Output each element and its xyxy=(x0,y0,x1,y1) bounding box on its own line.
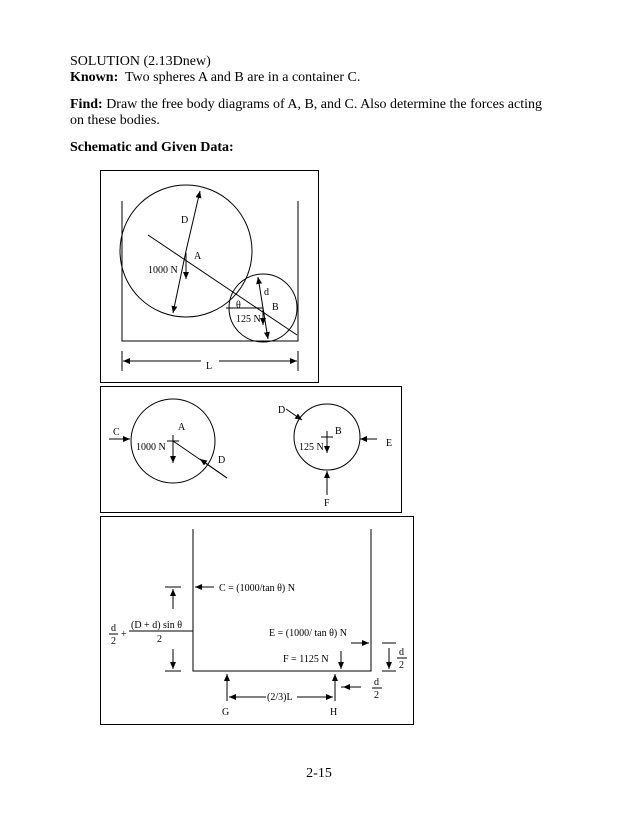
weight-a-label: 1000 N xyxy=(148,265,178,276)
right-d-num: d xyxy=(399,647,404,658)
fbd-container-figure xyxy=(100,516,414,725)
solution-title: SOLUTION (2.13Dnew) xyxy=(70,54,211,69)
expr-d-num: d xyxy=(111,623,116,634)
fbd-label-d-b: D xyxy=(278,405,286,416)
known-label: Known: xyxy=(70,70,119,85)
force-d-on-b-arrow xyxy=(286,409,302,420)
label-g: G xyxy=(222,707,230,718)
label-d-large: D xyxy=(181,215,189,226)
expr-height-den: 2 xyxy=(157,634,162,645)
label-h: H xyxy=(330,707,338,718)
fbd-force-c-label: C = (1000/tan θ) N xyxy=(219,583,295,594)
diameter-small-arrow-up xyxy=(258,277,263,308)
fbd-label-d-a: D xyxy=(218,455,226,466)
fbd-label-a: A xyxy=(178,422,186,433)
center-line xyxy=(148,235,297,335)
label-d-small: d xyxy=(264,287,269,298)
fbd-weight-b-label: 125 N xyxy=(299,442,324,453)
fbd-label-c: C xyxy=(113,427,120,438)
diameter-small-arrow-down xyxy=(263,308,268,339)
schematic-figure xyxy=(100,170,319,383)
find-text-2: on these bodies. xyxy=(70,113,160,128)
schematic-diagram xyxy=(101,171,318,382)
bottom-d-den: 2 xyxy=(374,690,379,701)
expr-plus: + xyxy=(121,629,127,640)
fbd-spheres-figure xyxy=(100,386,402,513)
label-theta: θ xyxy=(236,300,241,311)
dist-label: (2/3)L xyxy=(267,692,293,703)
fbd-weight-a-label: 1000 N xyxy=(136,442,166,453)
find-label: Find: xyxy=(70,97,103,112)
label-b: B xyxy=(272,302,279,313)
diameter-d-arrow-down xyxy=(173,251,186,313)
fbd-force-e-label: E = (1000/ tan θ) N xyxy=(269,628,347,639)
find-line xyxy=(70,97,542,113)
known-text: Two spheres A and B are in a container C. xyxy=(124,70,361,85)
fbd-label-e: E xyxy=(386,438,393,449)
label-a: A xyxy=(194,251,202,262)
fbd-label-f: F xyxy=(324,498,330,509)
label-l: L xyxy=(206,361,213,372)
weight-b-label: 125 N xyxy=(236,314,261,325)
fbd-spheres-diagram xyxy=(101,387,401,512)
schematic-heading: Schematic and Given Data: xyxy=(70,140,234,155)
expr-height-num: (D + d) sin θ xyxy=(131,620,182,631)
known-line xyxy=(70,70,360,86)
expr-d-den: 2 xyxy=(111,636,116,647)
find-text-1: Draw the free body diagrams of A, B, and C. Also determine the forces acting xyxy=(106,97,543,112)
page-number: 2-15 xyxy=(306,766,332,781)
fbd-force-f-label: F = 1125 N xyxy=(283,654,329,665)
fbd-container-diagram xyxy=(101,517,413,724)
bottom-d-num: d xyxy=(374,677,379,688)
fbd-label-b: B xyxy=(335,426,342,437)
container-walls xyxy=(193,529,371,671)
right-d-den: 2 xyxy=(399,660,404,671)
